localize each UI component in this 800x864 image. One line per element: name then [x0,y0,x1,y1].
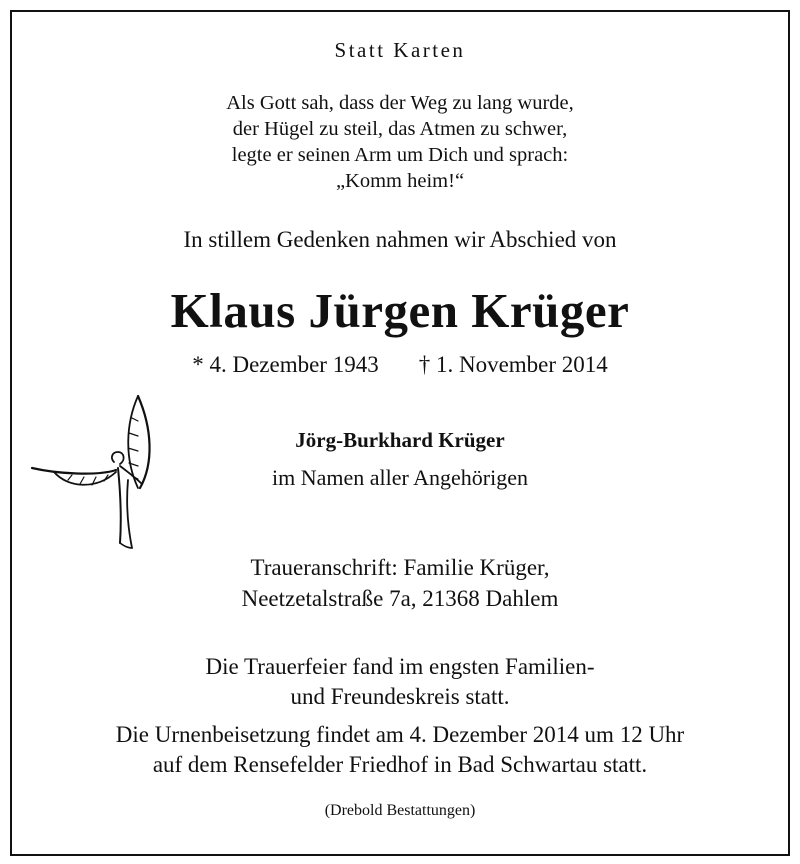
birth-date: * 4. Dezember 1943 [192,352,379,377]
funeral-info-line-1: Die Trauerfeier fand im engsten Familien- [205,654,595,679]
poem-line: Als Gott sah, dass der Weg zu lang wurde, [226,92,574,114]
notice-heading: Statt Karten [334,38,466,62]
address-line-1: Traueranschrift: Familie Krüger, [250,555,550,580]
life-dates [0,352,800,378]
urn-burial-line-1: Die Urnenbeisetzung findet am 4. Dezember 2014 um 12 Uhr [115,722,685,747]
poem-line: „Komm heim!“ [335,170,465,192]
poem-line: legte er seinen Arm um Dich und sprach: [231,144,569,166]
urn-burial-line-2: auf dem Rensefelder Friedhof in Bad Schwartau statt. [152,752,648,777]
deceased-name: Klaus Jürgen Krüger [170,283,630,338]
poem-line: der Hügel zu steil, das Atmen zu schwer, [232,118,568,140]
poem [0,90,800,194]
undertaker-credit: (Drebold Bestattungen) [324,802,476,819]
intro-text: In stillem Gedenken nahmen wir Abschied von [183,227,617,252]
on-behalf-text: im Namen aller Angehörigen [272,465,528,490]
funeral-info-line-2: und Freundeskreis statt. [290,684,510,709]
death-date: † 1. November 2014 [418,352,608,377]
address-line-2: Neetzetalstraße 7a, 21368 Dahlem [241,586,559,611]
signer-name: Jörg-Burkhard Krüger [295,428,505,452]
